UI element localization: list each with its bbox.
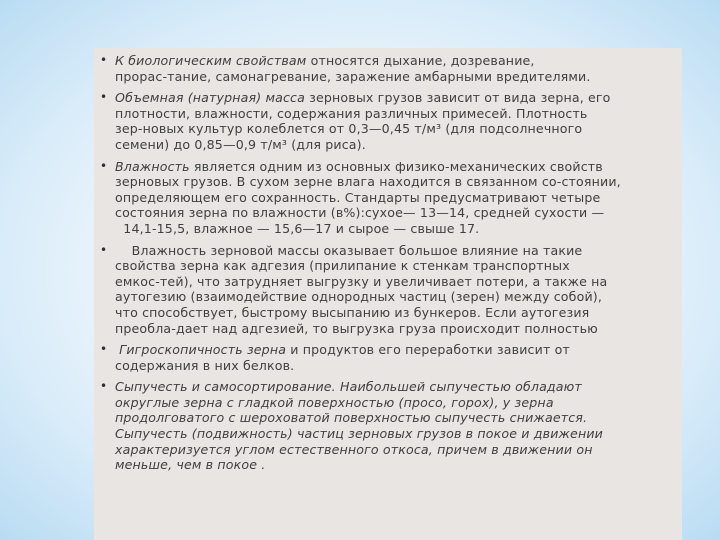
item-text-line: плотности, влажности, содержания различных примесей. Плотность (115, 105, 588, 121)
item-text-line: состояния зерна по влажности (в%):сухое— 13—14, средней сухости — (115, 205, 605, 221)
item-text-line: меньше, чем в покое . (115, 457, 266, 473)
bullet-icon: • (100, 242, 108, 257)
bullet-icon: • (100, 90, 108, 105)
term-hygroscopicity: Гигроскопичность зерна (115, 342, 287, 358)
list-item (100, 342, 670, 373)
item-text-line: что способствует, быстрому высыпанию из бункеров. Если аутогезия (115, 304, 590, 320)
item-text-line: Сыпучесть (подвижность) частиц зерновых грузов в покое и движении (115, 426, 603, 442)
bullet-icon: • (100, 158, 108, 173)
item-text-line: аутогезию (взаимодействие однородных частиц (зерен) между собой), (115, 289, 602, 305)
item-text-line: 14,1-15,5, влажное — 15,6—17 и сырое — свыше 17. (115, 220, 480, 236)
term-bulk-density: Объемная (натурная) масса (115, 90, 305, 106)
item-text: Влажность зерновой массы оказывает большое влияние на такие (115, 242, 583, 258)
item-text-line: содержания в них белков. (115, 357, 295, 373)
list-item (100, 379, 670, 473)
item-text-line: семени) до 0,85—0,9 т/м³ (для риса). (115, 136, 366, 152)
bullet-icon: • (100, 342, 108, 357)
item-text-line: прорас-тание, самонагревание, заражение амбарными вредителями. (115, 68, 591, 84)
term-biological: К биологическим свойствам (115, 53, 307, 68)
list-item (100, 243, 670, 337)
item-text: является одним из основных физико-механических свойств (189, 158, 603, 174)
item-text-line: округлые зерна с гладкой поверхностью (просо, горох), у зерна (115, 394, 554, 410)
item-text-line: определяющем его сохранность. Стандарты предусматривают четыре (115, 189, 601, 205)
item-text: зерновых грузов зависит от вида зерна, его (304, 90, 611, 106)
item-text-line: зерновых грузов. В сухом зерне влага находится в связанном со-стоянии, (115, 174, 621, 190)
bullet-icon: • (100, 53, 108, 67)
item-text-line: характеризуется углом естественного откоса, причем в движении он (115, 441, 593, 457)
bullet-icon: • (100, 379, 108, 394)
item-text-line: зер-новых культур колеблется от 0,3—0,45 т/м³ (для подсолнечного (115, 121, 583, 137)
item-text: и продуктов его переработки зависит от (286, 342, 570, 358)
list-item (100, 90, 670, 152)
item-text-line: преобла-дает над адгезией, то выгрузка груза происходит полностью (115, 320, 598, 336)
item-text: относятся дыхание, дозревание, (306, 53, 535, 68)
term-flowability: Сыпучесть и самосортирование. Наибольшей сыпучестью обладают (115, 379, 582, 395)
list-item (100, 159, 670, 237)
list-item (100, 53, 670, 84)
bullet-list (100, 53, 670, 479)
item-text-line: продолговатого с шероховатой поверхностью сыпучесть снижается. (115, 410, 588, 426)
item-text-line: емкос-тей), что затрудняет выгрузку и увеличивает потери, а также на (115, 273, 608, 289)
item-text-line: свойства зерна как адгезия (прилипание к стенкам транспортных (115, 258, 570, 274)
term-moisture: Влажность (115, 158, 190, 174)
